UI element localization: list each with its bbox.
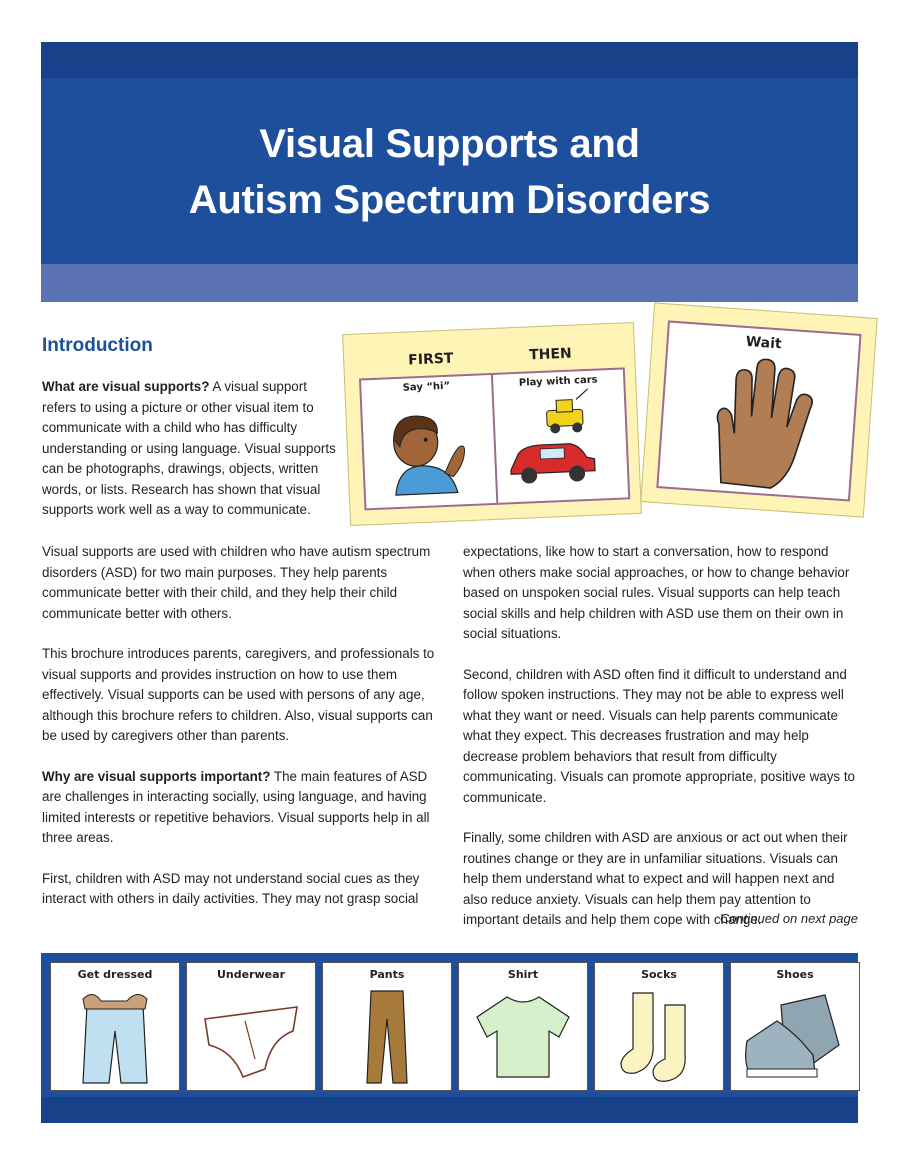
header-banner [41,42,858,302]
picture-card-band [41,953,858,1123]
picture-card-pants [322,962,452,1091]
card-label: Shoes [776,968,814,981]
first-caption: Say “hi” [402,380,451,394]
then-panel [491,369,628,502]
banner-bottom-strip [41,264,858,302]
first-then-panels [359,367,630,510]
first-then-card [342,322,642,526]
card-label: Get dressed [77,968,153,981]
wait-card [640,302,877,517]
paragraph-purposes: Visual supports are used with children who have autism spectrum disorders (ASD) for two main purposes. They help parents communicate better with their child, and they help their child communicate better with others. [42,544,431,621]
paragraph-second: Second, children with ASD often find it difficult to understand and follow spoken instructions. They may not be able to express well what they want or need. Visuals can help parents communicate what they expect. This decreases frustration and may help decrease problem behaviors that result from difficulty communicating. Visuals can promote appropriate, positive ways to communicate. [463,666,855,805]
card-label: Underwear [217,968,285,981]
shoes-icon [741,985,849,1085]
right-column [463,542,859,931]
page-title [41,116,858,228]
continued-note: Continued on next page [719,911,858,926]
paragraph-expectations: expectations, like how to start a conversation, how to respond when others make social approaches, or how to change behavior based on unspoken social rules. Visual supports can help teach social skills and help children with ASD use them on their own in social situations. [463,544,850,641]
pants-icon [333,985,441,1085]
underwear-icon [197,985,305,1085]
shirt-icon [469,985,577,1085]
get-dressed-icon [61,985,169,1085]
left-column [42,542,436,910]
first-label: FIRST [407,350,454,369]
paragraph-finally: Finally, some children with ASD are anxious or act out when their routines change or they are in unfamiliar situations. Visuals can help them understand what to expect and will happen next and also reduce anxiety. Visuals can help them pay attention to important details and help them cope with change. [463,830,848,927]
title-line-1: Visual Supports and [259,122,640,166]
toy-cars-icon [494,386,626,501]
wait-panel [656,320,861,501]
why-question-text: The main features of ASD are challenges in interacting socially, using language, and having limited interests or repetitive behaviors. Visual supports help in all three areas. [42,768,430,845]
banner-top-strip [41,42,858,78]
card-label: Shirt [507,968,539,981]
card-label: Pants [369,968,405,981]
why-question-bold: Why are visual supports important? [42,768,271,784]
picture-card-shirt [458,962,588,1091]
picture-card-socks [594,962,724,1091]
socks-icon [605,985,713,1085]
paragraph-brochure: This brochure introduces parents, caregivers, and professionals to visual supports and provides instruction on how to use them effectively. Visual supports can be used with persons of any age, although this brochure refers to children. Also, visual supports can be used by caregivers other than parents. [42,646,435,743]
then-caption: Play with cars [518,374,598,389]
child-waving-icon [362,391,494,506]
paragraph-first: First, children with ASD may not understand social cues as they interact with others in daily activities. They may not grasp social [42,870,420,906]
then-label: THEN [528,345,573,364]
card-label: Socks [641,968,677,981]
introduction-heading: Introduction [42,335,153,356]
picture-cards [50,962,860,1091]
what-question-bold: What are visual supports? [42,379,210,394]
picture-card-shoes [730,962,860,1091]
stop-hand-icon [658,349,857,502]
picture-card-get-dressed [50,962,180,1091]
title-line-2: Autism Spectrum Disorders [188,178,711,222]
wait-label: Wait [745,333,783,353]
picture-card-underwear [186,962,316,1091]
bottom-strip [41,1097,858,1123]
what-question-text: A visual support refers to using a picture or other visual item to communicate with a child who has difficulty understanding or using language. Visual supports can be photographs, drawings, objects, written words, or lists. Research has shown that visual supports work well as a way to communicate. [42,379,336,517]
intro-paragraph-what [42,377,338,521]
first-panel [361,375,496,508]
